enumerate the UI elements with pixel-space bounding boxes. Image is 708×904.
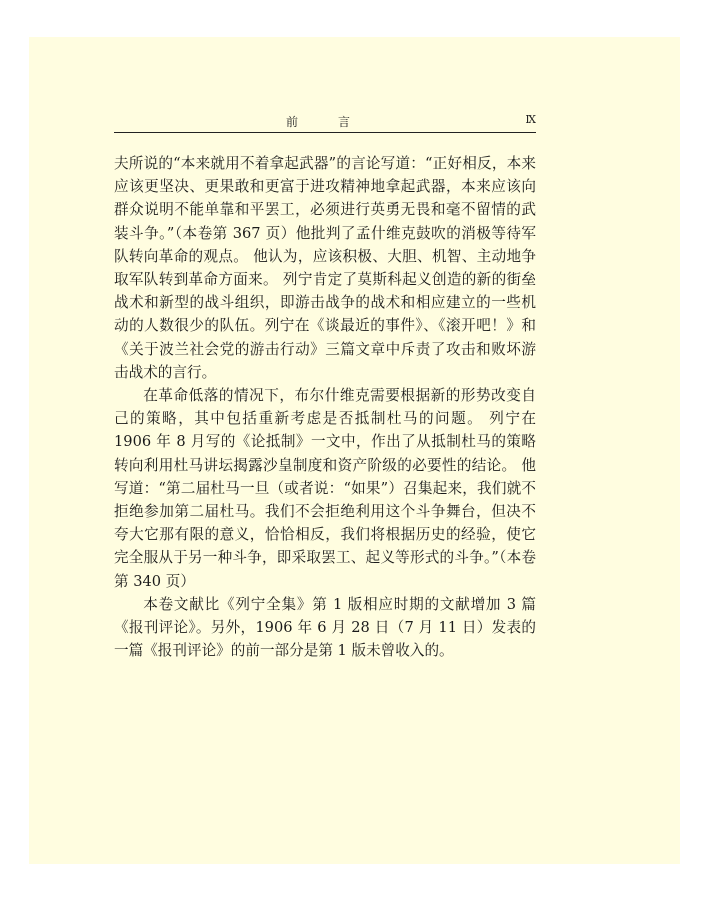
page-number: Ⅸ (525, 113, 536, 126)
body-text (114, 152, 536, 662)
paragraph: 本卷文献比《列宁全集》第 1 版相应时期的文献增加 3 篇《报刊评论》。另外，1906 年 6 月 28 日（7 月 11 日）发表的一篇《报刊评论》的前一部分是第 1 版未曾收入的。 (114, 595, 536, 660)
paragraph: 在革命低落的情况下，布尔什维克需要根据新的形势改变自己的策略，其中包括重新考虑是否抵制杜马的问题。 列宁在 1906 年 8 月写的《论抵制》一文中，作出了从抵制杜马的策略转向利用杜马讲坛揭露沙皇制度和资产阶级的必要性的结论。 他写道：“第二届杜马一旦（或者说：“如果”）召集起来，我们就不拒绝参加第二届杜马。我们不会拒绝利用这个斗争舞台，但决不夸大它那有限的意义，恰恰相反，我们将根据历史的经验，使它完全服从于另一种斗争，即采取罢工、起义等形式的斗争。”（本卷第 340 页） (114, 387, 536, 590)
running-header (114, 110, 536, 133)
paragraph: 夫所说的“本来就用不着拿起武器”的言论写道：“正好相反，本来应该更坚决、更果敢和更富于进攻精神地拿起武器，本来应该向群众说明不能单靠和平罢工，必须进行英勇无畏和毫不留情的武装斗争。”（本卷第 367 页）他批判了孟什维克鼓吹的消极等待军队转向革命的观点。 他认为，应该积极、大胆、机智、主动地争取军队转到革命方面来。 列宁肯定了莫斯科起义创造的新的街垒战术和新型的战斗组织，即游击战争的战术和相应建立的一些机动的人数很少的队伍。列宁在《谈最近的事件》、《滚开吧！》和《关于波兰社会党的游击行动》三篇文章中斥责了攻击和败坏游击战术的言行。 (114, 155, 536, 381)
header-title: 前 言 (285, 115, 364, 129)
